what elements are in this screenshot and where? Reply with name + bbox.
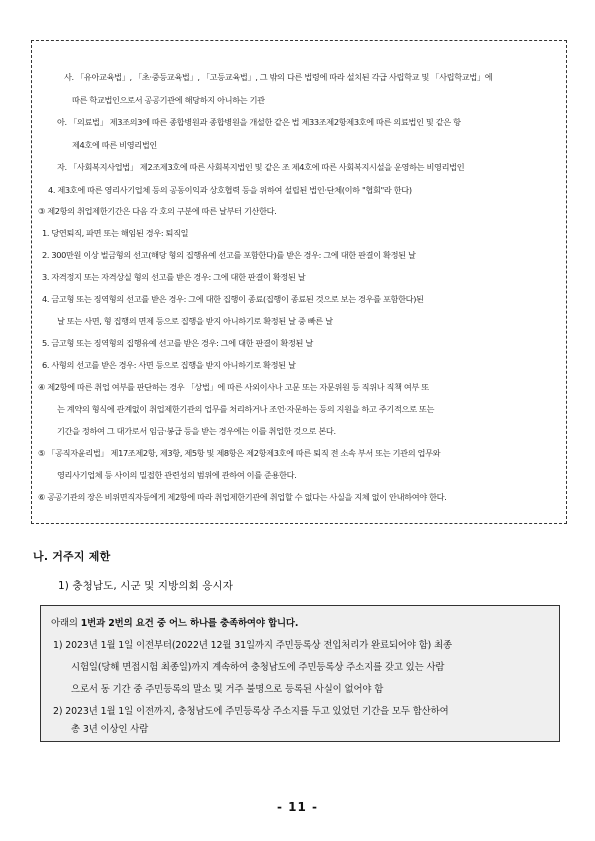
law-line-para-4b: 는 계약의 형식에 관계없이 취업제한기관의 업무를 처리하거나 조언·자문하는 등의 지원을 하고 주기적으로 또는: [57, 404, 435, 414]
law-line-sa-2: 따른 학교법인으로서 공공기관에 해당하지 아니하는 기관: [72, 95, 265, 105]
page-number: - 11 -: [276, 800, 318, 814]
requirement-intro-emphasis: 1번과 2번의 요건 중 어느 하나를 충족하여야 합니다.: [80, 618, 299, 629]
law-line-sa-1: 사. 「유아교육법」, 「초·중등교육법」, 「고등교육법」, 그 밖의 다른 법령에 따라 설치된 각급 사립학교 및 「사립학교법」에: [64, 72, 493, 82]
requirement-box: [40, 605, 560, 742]
law-line-para-5b: 영리사기업체 등 사이의 밀접한 관련성의 범위에 관하여 이를 준용한다.: [57, 470, 297, 480]
requirement-1-line-1: 1) 2023년 1월 1일 이전부터(2022년 12월 31일까지 주민등록상 전입처리가 완료되어야 함) 최종: [53, 640, 453, 651]
requirement-2-line-1: 2) 2023년 1월 1일 이전까지, 충청남도에 주민등록상 주소지를 두고 있었던 기간을 모두 합산하여: [53, 706, 449, 717]
law-line-3-4b: 날 또는 사면, 형 집행의 면제 등으로 집행을 받지 아니하기로 확정된 날 중 빠른 날: [57, 316, 333, 326]
law-line-3-1: 1. 당연퇴직, 파면 또는 해임된 경우: 퇴직일: [42, 228, 189, 238]
law-line-3-6: 6. 사형의 선고를 받은 경우: 사면 등으로 집행을 받지 아니하기로 확정된 날: [42, 360, 296, 370]
requirement-1-line-2: 시험일(당해 면접시험 최종일)까지 계속하여 충청남도에 주민등록상 주소지를 갖고 있는 사람: [71, 662, 445, 673]
requirement-intro: [51, 617, 298, 630]
law-line-3-5: 5. 금고형 또는 징역형의 집행유예 선고를 받은 경우: 그에 대한 판결이 확정된 날: [42, 338, 313, 348]
law-line-para-4c: 기간을 정하여 그 대가로서 임금·봉급 등을 받는 경우에는 이를 취업한 것으로 본다.: [57, 426, 336, 436]
requirement-2-line-2: 총 3년 이상인 사람: [71, 724, 149, 735]
law-line-para-5a: ⑤ 「공직자윤리법」 제17조제2항, 제3항, 제5항 및 제8항은 제2항제3호에 따른 퇴직 전 소속 부서 또는 기관의 업무와: [38, 448, 441, 458]
law-line-a-2: 제4호에 따른 비영리법인: [72, 140, 157, 150]
law-line-3-3: 3. 자격정지 또는 자격상실 형의 선고를 받은 경우: 그에 대한 판결이 확정된 날: [42, 272, 306, 282]
law-excerpt-box: [31, 40, 567, 524]
subsection-title: 1) 충청남도, 시군 및 지방의회 응시자: [58, 580, 234, 592]
law-line-item-4: 4. 제3호에 따른 영리사기업체 등의 공동이익과 상호협력 등을 위하여 설립된 법인·단체(이하 "협회"라 한다): [48, 185, 412, 195]
law-line-para-4a: ④ 제2항에 따른 취업 여부를 판단하는 경우 「상법」에 따른 사외이사나 고문 또는 자문위원 등 직위나 직책 여부 또: [38, 382, 429, 392]
law-line-a-1: 아. 「의료법」 제3조의3에 따른 종합병원과 종합병원을 개설한 같은 법 제33조제2항제3호에 따른 의료법인 및 같은 항: [57, 117, 461, 127]
law-line-3-2: 2. 300만원 이상 벌금형의 선고(해당 형의 집행유예 선고를 포함한다)를 받은 경우: 그에 대한 판결이 확정된 날: [42, 250, 416, 260]
law-line-3-4a: 4. 금고형 또는 징역형의 선고를 받은 경우: 그에 대한 집행이 종료(집행이 종료된 것으로 보는 경우를 포함한다)된: [42, 294, 424, 304]
law-line-ja: 자. 「사회복지사업법」 제2조제3호에 따른 사회복지법인 및 같은 조 제4호에 따른 사회복지시설을 운영하는 비영리법인: [57, 162, 465, 172]
section-heading: 나. 거주지 제한: [33, 550, 111, 563]
requirement-1-line-3: 으로서 동 기간 중 주민등록의 말소 및 거주 불명으로 등록된 사실이 없어야 함: [71, 684, 384, 695]
law-line-para-6: ⑥ 공공기관의 장은 비위면직자등에게 제2항에 따라 취업제한기관에 취업할 수 없다는 사실을 지체 없이 안내하여야 한다.: [38, 492, 447, 502]
law-line-para-3: ③ 제2항의 취업제한기간은 다음 각 호의 구분에 따른 날부터 기산한다.: [38, 206, 277, 216]
requirement-intro-prefix: 아래의: [51, 618, 81, 629]
